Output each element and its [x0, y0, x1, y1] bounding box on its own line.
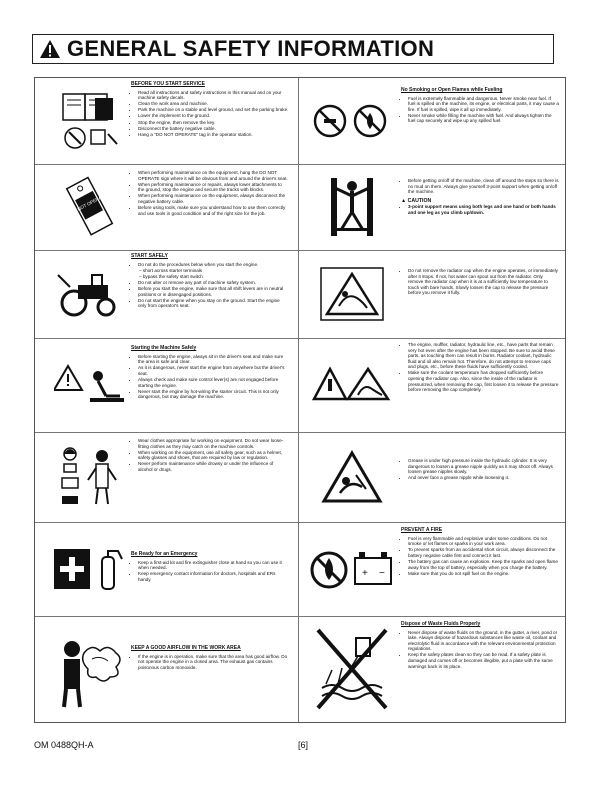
- radiator-cap-icon: [307, 250, 397, 338]
- list-item: • Hang a "DO NOT OPERATE" tag in the operator station.: [138, 132, 289, 138]
- page-number: [6]: [298, 740, 309, 750]
- tractor-start-icon: [45, 250, 135, 338]
- list-item: • Do not do the procedures below when you start the engine.: [138, 262, 289, 268]
- exhaust-gas-icon: [45, 616, 135, 722]
- starting-machine-heading: Starting the Machine Safely: [131, 345, 197, 351]
- list-item: • When performing maintenance on the equipment, always disconnect the negative battery cable.: [138, 193, 289, 204]
- list-item: • Fuel is extremely flammable and dangerous. Never smoke near fuel. If fuel is spilled on the machine, its engine, or electrical parts, it may cause a fire. If fuel is spilled, wipe it all up immediately.: [408, 96, 559, 113]
- list-item: • Keep the safety plates clean so they can be read. If a safety plate is damaged and comes off or becomes illegible, put a plate with the same warnings back in its place.: [408, 652, 559, 669]
- doc-code: OM 0488QH-A: [34, 740, 94, 750]
- list-item: • Stop the engine, then remove the key.: [138, 120, 289, 126]
- airflow-heading: KEEP A GOOD AIRFLOW IN THE WORK AREA: [131, 645, 241, 651]
- list-item: • Keep a first-aid kit and fire extinguisher close at hand so you can use it when needed.: [138, 560, 289, 571]
- list-item: • Wear clothes appropriate for working on equipment. Do not wear loose-fitting clothes as they may catch on the machine controls.: [138, 438, 289, 449]
- caution-triangle-icon: ▲: [401, 197, 407, 204]
- start-safely-heading: START SAFELY: [131, 253, 168, 259]
- list-item: • The engine, muffler, radiator, hydraulic line, etc., have parts that remain very hot even after the engine has been stopped. Be sure to avoid these parts, as touching them can result in burns. Radiator coolant, hydraulic fluid and oil also remain hot. Therefore, do not attempt to remove caps and plugs, etc., before these fluids have sufficiently cooled.: [408, 342, 559, 370]
- waste-heading: Dispose of Waste Fluids Properly: [401, 621, 481, 627]
- getting-off-text: [401, 178, 559, 216]
- seated-operator-icon: [45, 338, 135, 432]
- list-item: • Never perform maintenance while drowsy or under the influence of alcohol or drugs.: [138, 461, 289, 472]
- list-item: • Before starting the engine, always sit in the driver's seat and make sure the area is safe and clear.: [138, 354, 289, 365]
- list-item: • And never face a grease nipple while loosening it.: [408, 475, 559, 481]
- no-smoking-icon: [307, 78, 397, 164]
- list-item: • Before getting on/off of the machine, clean off around the steps so there is no mud on them. Always give yourself 3-point support when getting on/off the machine.: [408, 178, 559, 195]
- list-item: • Never start the engine by hot-wiring the starter circuit. This is not only dangerous, but may damage the machine.: [138, 389, 289, 400]
- clothes-text: [131, 438, 289, 473]
- no-dumping-icon: [307, 616, 397, 722]
- list-item: • Do not remove the radiator cap when the engine operates, or immediately after it stops. If not, hot water can spout out from the radiator. Only remove the radiator cap when it is at a sufficiently low temperature to touch with bare hands. Slowly loosen the cap to release the pressure before you remove it fully.: [408, 268, 559, 296]
- do-not-operate-tag-icon: [45, 164, 135, 250]
- radiator-text: [401, 268, 559, 296]
- row-4: [35, 338, 565, 433]
- manual-reading-icon: [45, 78, 135, 164]
- list-item: • Disconnect the battery negative cable.: [138, 126, 289, 132]
- svg-text:+: +: [362, 568, 368, 579]
- caution-label: ▲ CAUTION: [401, 197, 432, 204]
- protective-gear-icon: [45, 432, 135, 522]
- waste-text: [401, 622, 559, 670]
- list-item: • If the engine is in operation, make sure that the area has good airflow. Do not operate the engine in a closed area. The exhaust gas contains poisonous carbon monoxide.: [138, 654, 289, 671]
- tag-text: DO NOT OPERATE: [69, 192, 108, 216]
- hot-parts-text: [401, 342, 559, 393]
- row-6: [35, 522, 565, 617]
- row-3: [35, 250, 565, 339]
- row-2: [35, 164, 565, 251]
- list-item: • When performing maintenance or repairs, always lower attachments to the ground, stop the engine and secure the tracks with blocks.: [138, 182, 289, 193]
- list-item: • 3-point support means using both legs and one hand or both hands and one leg as you climb up/down.: [408, 204, 559, 215]
- list-item: • When performing maintenance on the equipment, hang the DO NOT OPERATE sign where it will be obvious from and around the driver's seat.: [138, 170, 289, 181]
- airflow-text: [131, 646, 289, 671]
- before-service-text: [131, 82, 289, 138]
- list-item: • Keep emergency contact information for doctors, hospitals and ERs handy.: [138, 571, 289, 582]
- list-item: • Fuel is very flammable and explosive under some conditions. Do not smoke or let flames or sparks in your work area.: [408, 536, 559, 547]
- fire-heading: PREVENT A FIRE: [401, 527, 443, 533]
- list-item: • Grease is under high pressure inside the hydraulic cylinder. It is very dangerous to loosen a grease nipple quickly as it may shoot off. Always loosen grease nipples slowly.: [408, 458, 559, 475]
- emergency-heading: Be Ready for an Emergency: [131, 551, 198, 557]
- list-item: – short across starter terminals: [139, 267, 203, 273]
- list-item: • The battery gas can cause an explosion. Keep the sparks and open flame away from the top of battery, especially when you charge the battery.: [408, 559, 559, 570]
- list-item: • As it is dangerous, never start the engine from anywhere but the driver's seat.: [138, 365, 289, 376]
- list-item: • Clean the work area and machine.: [138, 101, 289, 107]
- page-title: GENERAL SAFETY INFORMATION: [67, 36, 435, 61]
- maintenance-text: [131, 170, 289, 217]
- list-item: • When working on the equipment, use all safety gear, such as a helmet, safety glasses and shoes, that are required by law or regulation.: [138, 450, 289, 461]
- grease-nipple-warning-icon: [307, 432, 397, 522]
- list-item: • Before using tools, make sure you understand how to use them correctly and use tools in good condition and of the right size for the job.: [138, 205, 289, 216]
- row-7: [35, 616, 565, 722]
- list-item: • Never dispose of waste fluids on the ground, in the gutter, a river, pond or lake. Always dispose of hazardous substances like waste oil, coolant and electrolytic fluid in accordance with the relevant environmental protection regulations.: [408, 630, 559, 652]
- grease-text: [401, 458, 559, 481]
- before-service-heading: BEFORE YOU START SERVICE: [131, 81, 205, 87]
- list-item: • Lower the implement to the ground.: [138, 113, 289, 119]
- no-fire-battery-icon: [307, 522, 397, 616]
- hot-surface-icon: [307, 338, 397, 432]
- list-item: • Make sure the coolant temperature has dropped sufficiently before opening the radiator cap. Also, since the inside of the radiator is pressurized, when removing the cap, first loosen it to release the pressure before removing the cap completely.: [408, 370, 559, 392]
- three-point-support-icon: [307, 164, 397, 250]
- row-5: [35, 432, 565, 523]
- first-aid-extinguisher-icon: [45, 522, 135, 616]
- warning-triangle-icon: [39, 39, 61, 59]
- title-box: [32, 34, 554, 64]
- list-item: • Always check and make sure control lever(s) are not engaged before starting the engine.: [138, 377, 289, 388]
- list-item: • Read all instructions and safety instructions in this manual and on your machine safety decals.: [138, 90, 289, 101]
- list-item: • To prevent sparks from an accidental short circuit, always disconnect the battery negative cable first and connect it last.: [408, 547, 559, 558]
- list-item: • Make sure that you do not spill fuel on the engine.: [408, 571, 559, 577]
- list-item: • Never smoke while filling the machine with fuel. And always tighten the fuel cap securely and wipe up any spilled fuel.: [408, 113, 559, 124]
- list-item: • Do not start the engine when you stay on the ground. Start the engine only from operator's seat.: [138, 298, 289, 309]
- start-safely-text: [131, 254, 289, 309]
- svg-text:−: −: [379, 568, 385, 579]
- starting-machine-text: [131, 346, 289, 400]
- no-smoking-heading: No Smoking or Open Flames while Fueling: [401, 87, 503, 93]
- fire-text: [401, 528, 559, 577]
- list-item: • Do not alter or remove any part of machine safety system.: [138, 280, 289, 286]
- list-item: • Before you start the engine, make sure that all shift levers are in neutral positions or in disengaged positions.: [138, 286, 289, 297]
- list-item: • Park the machine on a stable and level ground, and set the parking brake.: [138, 107, 289, 113]
- list-item: – bypass the safety start switch: [139, 273, 203, 279]
- emergency-text: [131, 552, 289, 583]
- safety-grid: [34, 77, 566, 723]
- row-1: [35, 78, 565, 165]
- no-smoking-text: [401, 88, 559, 125]
